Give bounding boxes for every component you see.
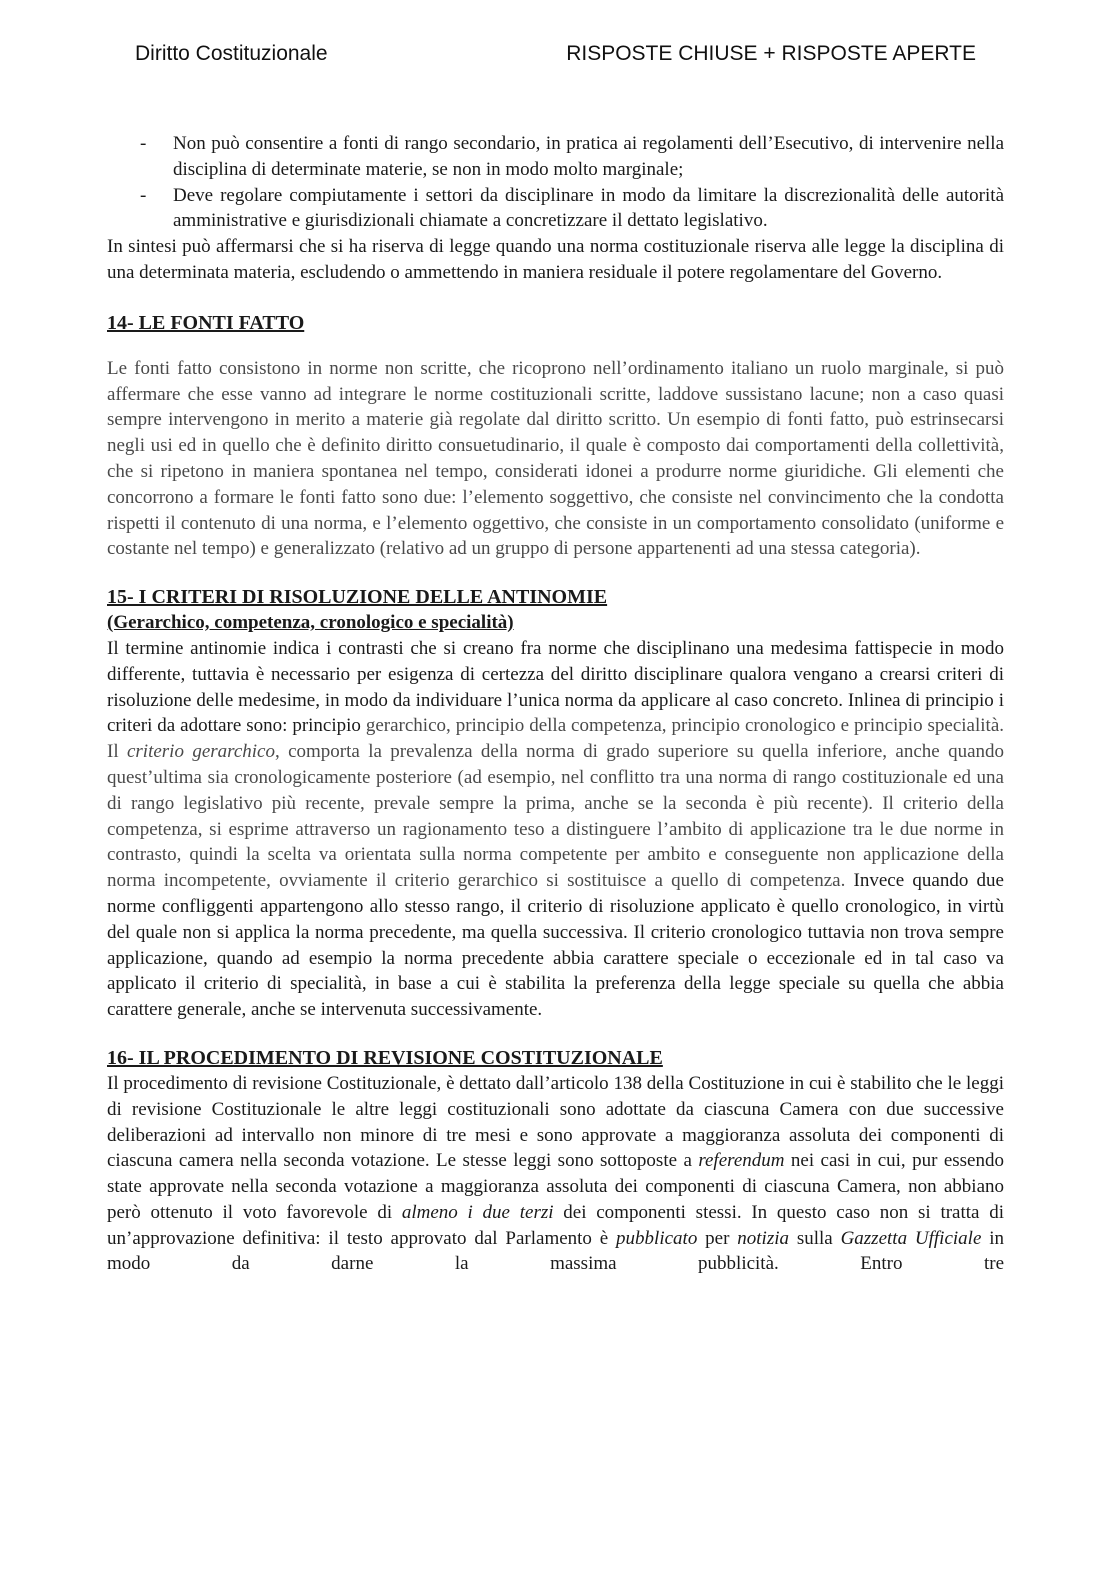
section-16-text: Il procedimento di revisione Costituzionale, è dettato dall’articolo 138 della Costituzione in cui è stabilito che le leggi di revisione Costituzionale le altre leggi costituzionali sono adottate da ciascuna Camera con due successive deliberazioni ad intervallo non minore di tre mesi e sono approvate a maggioranza assoluta dei componenti di ciascuna camera nella seconda votazione. Le stesse leggi sono sottoposte a bbox=[107, 1072, 1004, 1172]
header-course-title: Diritto Costituzionale bbox=[135, 42, 328, 65]
section-15-text-c: , comporta la prevalenza della norma di grado superiore su quella inferiore, anche quando quest’ultima sia cronologicamente posteriore (ad esempio, nel conflitto tra una norma di rango costituzionale ed una di rango legislativo più recente, prevale sempre la prima, anche se la seconda è più recente). Il criterio della competenza, si esprime attraverso un ragionamento teso a distinguere l’ambito di applicazione tra le due norme in contrasto, quindi la scelta va orientata sulla norma competente per ambito e conseguente non applicazione della norma incompetente, ovviamente il criterio gerarchico si sostituisce a quello di competenza. bbox=[107, 741, 1005, 892]
section-16-text: nei casi in cui, pur essendo state approvate nella seconda votazione a maggioranza assoluta dei componenti di ciascuna Camera, non abbiano però ottenuto il voto favorevole di bbox=[107, 1150, 1004, 1223]
summary-paragraph: In sintesi può affermarsi che si ha riserva di legge quando una norma costituzionale riserva alle legge la disciplina di una determinata materia, escludendo o ammettendo in maniera residuale il potere regolamentare del Governo. bbox=[107, 236, 1004, 283]
list-item bbox=[107, 183, 1004, 235]
section-16-emphasis: referendum bbox=[698, 1150, 785, 1172]
section-16-text: per bbox=[697, 1227, 738, 1249]
section-16-emphasis: notizia bbox=[737, 1227, 789, 1249]
section-14-body: Le fonti fatto consistono in norme non scritte, che ricoprono nell’ordinamento italiano un ruolo marginale, si può affermare che esse vanno ad integrare le norme costituzionali scritte, laddove sussistano lacune; non a caso quasi sempre intervengono in merito a materie già regolate dal diritto scritto. Un esempio di fonti fatto, può estrinsecarsi negli usi ed in quello che è definito diritto consuetudinario, il quale è composto dai comportamenti della collettività, che si ripetono in maniera spontanea nel tempo, considerati idonei a produrre norme giuridiche. Gli elementi che concorrono a formare le fonti fatto sono due: l’elemento soggettivo, che consiste nel convincimento che la condotta rispetti il contenuto di una norma, e l’elemento oggettivo, che consiste in un comportamento consolidato (uniforme e costante nel tempo) e generalizzato (relativo ad un gruppo di persone appartenenti ad una stessa categoria). bbox=[107, 357, 1004, 560]
section-16-text: dei componenti stessi. In questo caso non si tratta di un’approvazione definitiva: il testo approvato dal Parlamento è bbox=[107, 1201, 1004, 1249]
document-body bbox=[107, 131, 1004, 1277]
section-15-emphasis: criterio gerarchico bbox=[126, 741, 275, 763]
section-16-text: sulla bbox=[789, 1227, 841, 1249]
bullet-marker: - bbox=[140, 133, 147, 154]
section-16-emphasis: Gazzetta Ufficiale bbox=[840, 1227, 982, 1249]
section-14-title: 14- LE FONTI FATTO bbox=[107, 311, 305, 334]
section-16-title: 16- IL PROCEDIMENTO DI REVISIONE COSTITUZIONALE bbox=[107, 1046, 663, 1069]
section-15-title: 15- I CRITERI DI RISOLUZIONE DELLE ANTINOMIE bbox=[107, 586, 608, 609]
bullet-list bbox=[107, 131, 1004, 234]
section-15-text-a: Il termine antinomie indica i contrasti che si creano fra norme che disciplinano una medesima fattispecie in modo differente, tuttavia è necessario per esigenza di certezza del diritto disciplinare qualora vengano a crearsi criteri di risoluzione delle medesime, in modo da individuare l’unica norma da applicare al caso concreto. Inlinea di principio i criteri da adottare sono: principio bbox=[107, 637, 1004, 737]
page-header bbox=[135, 42, 976, 72]
bullet-text: Deve regolare compiutamente i settori da disciplinare in modo da limitare la discrezionalità delle autorità amministrative e giurisdizionali chiamate a concretizzare il dettato legislativo. bbox=[173, 184, 1004, 232]
section-15-text-d: Invece quando due norme confliggenti appartengono allo stesso rango, il criterio di risoluzione applicato è quello cronologico, in virtù del quale non si applica la norma precedente, ma quella successiva. Il criterio cronologico tuttavia non trova sempre applicazione, quando ad esempio la norma precedente abbia carattere speciale o eccezionale ed in tal caso va applicato il criterio di specialità, in base a cui è stabilita la preferenza della legge speciale su quella che abbia carattere generale, anche se intervenuta successivamente. bbox=[107, 870, 1004, 1021]
header-document-type: RISPOSTE CHIUSE + RISPOSTE APERTE bbox=[566, 42, 976, 65]
section-16-text: in modo da darne la massima pubblicità. Entro tre bbox=[107, 1227, 1005, 1275]
bullet-text: Non può consentire a fonti di rango secondario, in pratica ai regolamenti dell’Esecutivo, di intervenire nella disciplina di determinate materie, se non in modo molto marginale; bbox=[173, 133, 1004, 180]
section-16-emphasis: almeno i due terzi bbox=[401, 1201, 554, 1223]
section-15-body bbox=[107, 636, 1004, 1023]
list-item bbox=[107, 131, 1004, 183]
section-16-body bbox=[107, 1071, 1004, 1277]
bullet-marker: - bbox=[140, 184, 147, 206]
section-15-text-b: gerarchico, principio della competenza, principio cronologico e principio specialità. Il bbox=[107, 715, 1005, 763]
section-16-emphasis: pubblicato bbox=[616, 1227, 698, 1249]
section-15-subtitle: (Gerarchico, competenza, cronologico e specialità) bbox=[107, 612, 514, 634]
